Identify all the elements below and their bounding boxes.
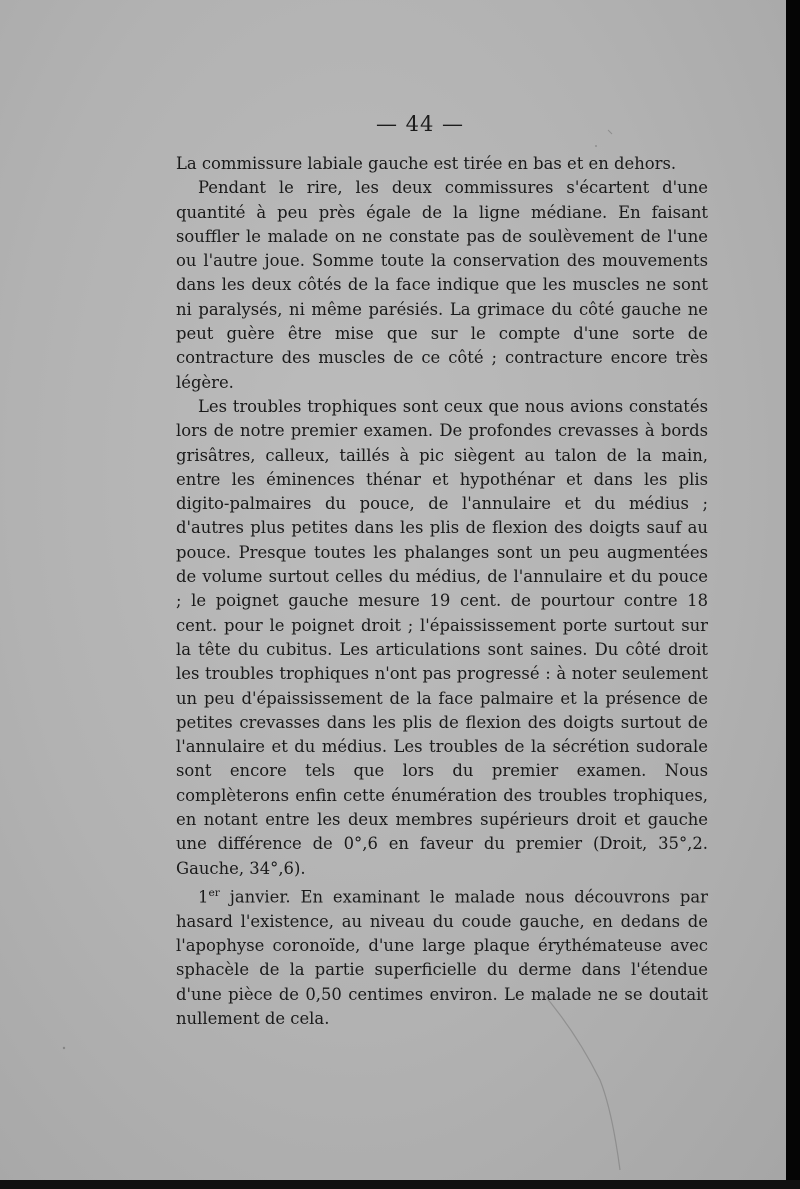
scan-border-bottom [0,1180,800,1189]
paragraph-1-text: La commissure labiale gauche est tirée en bas et en dehors. [176,154,677,173]
paragraph-3-text: Les troubles trophiques sont ceux que nous avions constatés lors de notre premier examen. De profondes crevasses à bords grisâtres, calleux, taillés à pic siègent au talon de la main, entre les éminences thénar et hypothénar et dans les plis digito-palmaires du pouce, de l'annulaire et du médius ; d'autres plus petites dans les plis de flexion des doigts sauf au pouce. Presque toutes les phalanges sont un peu augmentées de volume surtout celles du médius, de l'annulaire et du pouce ; le poignet gauche mesure 19 cent. de pourtour contre 18 cent. pour le poignet droit ; l'épaississement porte surtout sur la tête du cubitus. Les articulations sont saines. Du côté droit les troubles trophiques n'ont pas progressé : à noter seulement un peu d'épaississement de la face palmaire et la présence de petites crevasses dans les plis de flexion des doigts surtout de l'annulaire et du médius. Les troubles de la sécrétion sudorale sont encore tels que lors du premier examen. Nous complèterons enfin cette énumération des troubles trophiques, en notant entre les deux membres supérieurs droit et gauche une différence de 0°,6 en faveur du premier (Droit, 35°,2. Gauche, 34°,6). [176,396,708,878]
paragraph-2-text: Pendant le rire, les deux commissures s'écartent d'une quantité à peu près égale de la ligne médiane. En faisant souffler le malade on ne constate pas de soulèvement de l'une ou l'autre joue. Somme toute la conservation des mouvements dans les deux côtés de la face indique que les muscles ne sont ni paralysés, ni même parésiés. La grimace du côté gauche ne peut guère être mise que sur le compte d'une sorte de contracture des muscles de ce côté ; contracture encore très légère. [176,178,708,392]
paragraph-4-text: janvier. En examinant le malade nous découvrons par hasard l'existence, au niveau du coude gauche, en dedans de l'apophyse coronoïde, d'une large plaque érythémateuse avec sphacèle de la partie superficielle du derme dans l'étendue d'une pièce de 0,50 centimes environ. Le malade ne se doutait nullement de cela. [176,887,708,1028]
date-ordinal-suffix: er [208,885,220,899]
page-number: — 44 — [375,112,465,136]
date-ordinal: 1 [198,887,209,907]
scan-border-right [786,0,800,1189]
